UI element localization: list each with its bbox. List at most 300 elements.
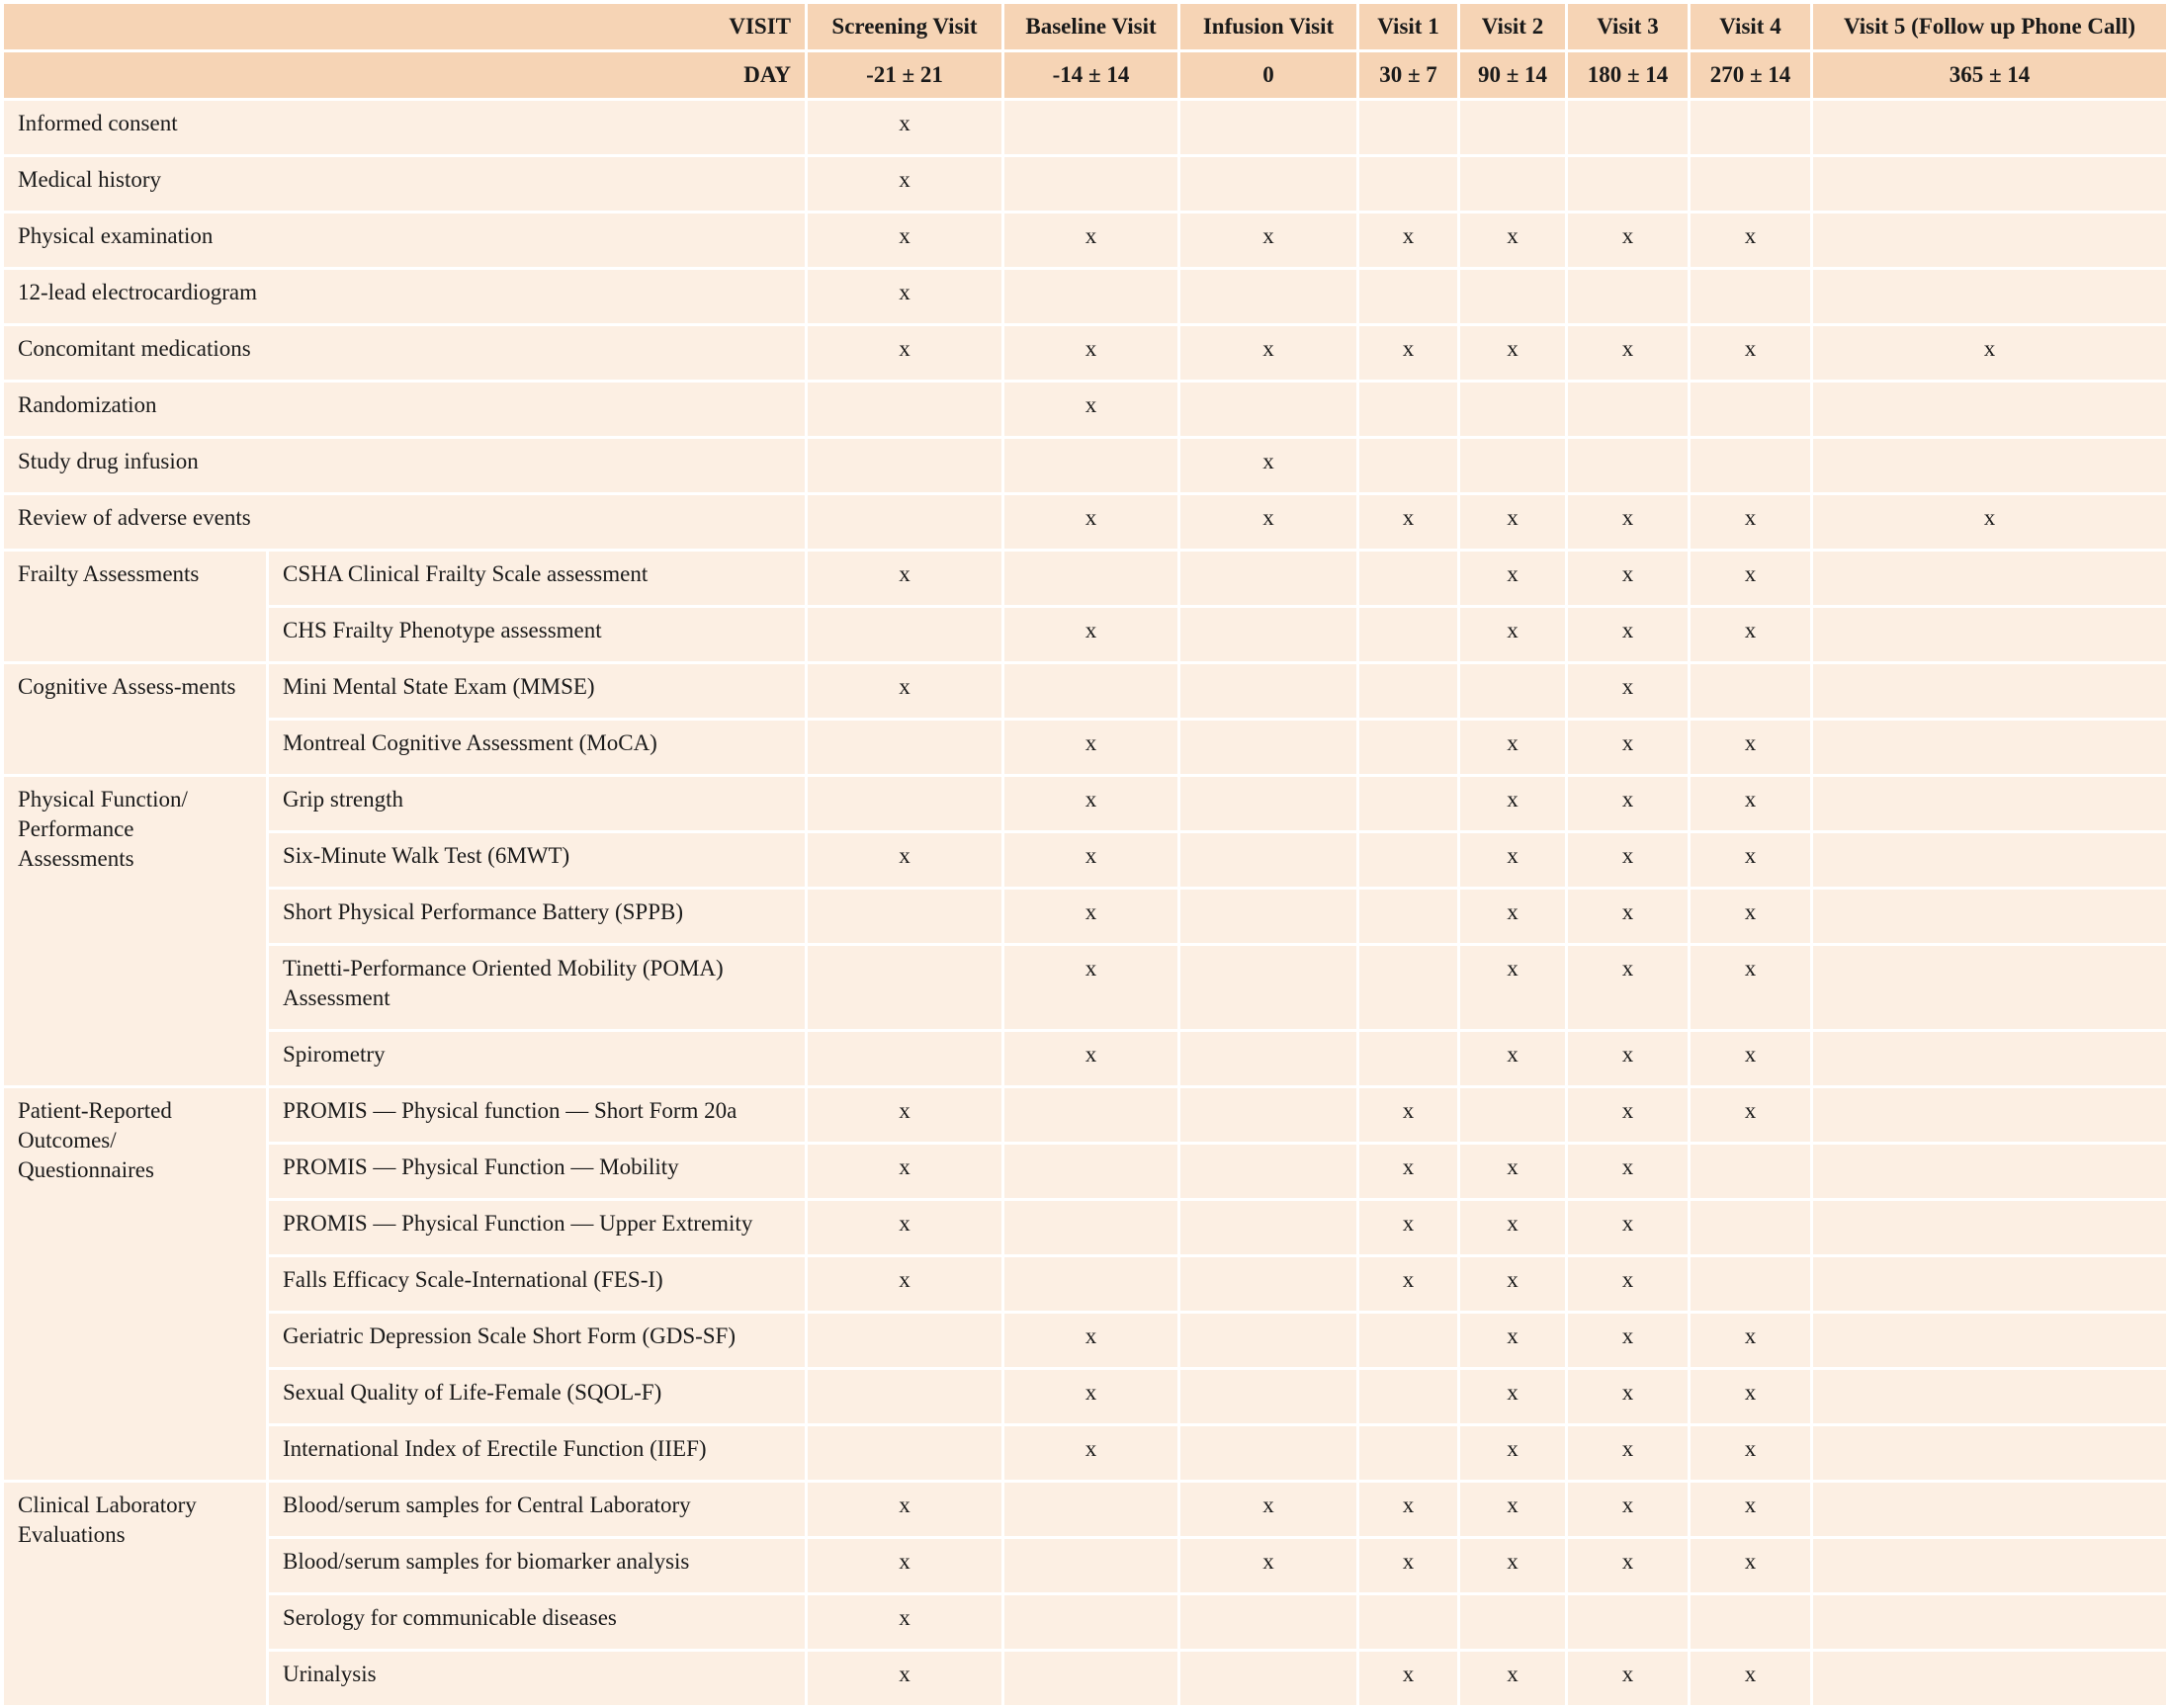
- visit-cell: [1358, 776, 1459, 832]
- visit-cell: [807, 1369, 1003, 1425]
- visit-cell: [1003, 832, 1179, 889]
- visit-cell: [807, 269, 1003, 325]
- assessment-label: Falls Efficacy Scale-International (FES-I): [268, 1256, 807, 1313]
- visit-cell: [1358, 438, 1459, 494]
- visit-cell: [1003, 720, 1179, 776]
- visit-cell: [1459, 1256, 1567, 1313]
- scheduled-mark: x: [1744, 1549, 1757, 1574]
- visit-cell: [1358, 1313, 1459, 1369]
- visit-cell: [1003, 1651, 1179, 1707]
- scheduled-mark: x: [1262, 223, 1274, 248]
- visit-cell: [1358, 100, 1459, 156]
- scheduled-mark: x: [1507, 336, 1518, 361]
- visit-cell: [1459, 1031, 1567, 1087]
- table-row: [3, 1594, 2168, 1651]
- scheduled-mark: x: [1744, 956, 1757, 981]
- visit-cell: [1459, 494, 1567, 551]
- visit-cell: [1179, 213, 1358, 269]
- scheduled-mark: x: [1507, 1154, 1518, 1179]
- visit-cell: [1690, 494, 1812, 551]
- visit-cell: [1358, 1087, 1459, 1144]
- visit-cell: [1358, 1538, 1459, 1594]
- assessment-label: Physical examination: [3, 213, 807, 269]
- visit-cell: [1358, 213, 1459, 269]
- visit-cell: [1567, 1369, 1690, 1425]
- visit-cell: [1690, 1482, 1812, 1538]
- scheduled-mark: x: [1084, 899, 1097, 924]
- category-label: Clinical Laboratory Evaluations: [3, 1482, 268, 1707]
- visit-cell: [1690, 1369, 1812, 1425]
- visit-cell: [1812, 100, 2168, 156]
- day-visit-4: 270 ± 14: [1690, 51, 1812, 100]
- visit-cell: [1459, 1087, 1567, 1144]
- visit-cell: [1567, 1031, 1690, 1087]
- day-baseline: -14 ± 14: [1003, 51, 1179, 100]
- scheduled-mark: x: [1983, 336, 1996, 361]
- visit-cell: [1567, 1144, 1690, 1200]
- visit-cell: [1567, 945, 1690, 1031]
- col-baseline-visit: Baseline Visit: [1003, 3, 1179, 51]
- visit-cell: [1567, 720, 1690, 776]
- visit-cell: [1003, 1482, 1179, 1538]
- visit-cell: [1812, 551, 2168, 607]
- day-header-row: [3, 51, 2168, 100]
- day-visit-5: 365 ± 14: [1812, 51, 2168, 100]
- scheduled-mark: x: [1621, 1549, 1634, 1574]
- visit-cell: [1358, 1144, 1459, 1200]
- scheduled-mark: x: [1744, 618, 1757, 642]
- visit-cell: [807, 382, 1003, 438]
- category-label: Frailty Assessments: [3, 551, 268, 663]
- visit-cell: [1003, 1313, 1179, 1369]
- visit-cell: [1812, 720, 2168, 776]
- visit-cell: [1358, 325, 1459, 382]
- table-row: [3, 438, 2168, 494]
- visit-cell: [1179, 1482, 1358, 1538]
- scheduled-mark: x: [1744, 730, 1757, 755]
- scheduled-mark: x: [1507, 730, 1518, 755]
- visit-cell: [1179, 269, 1358, 325]
- scheduled-mark: x: [1621, 1436, 1634, 1461]
- visit-cell: [1690, 720, 1812, 776]
- scheduled-mark: x: [1621, 956, 1634, 981]
- visit-cell: [807, 1256, 1003, 1313]
- visit-cell: [1690, 945, 1812, 1031]
- visit-cell: [1459, 213, 1567, 269]
- schedule-body: [3, 100, 2168, 1707]
- visit-cell: [1812, 945, 2168, 1031]
- visit-cell: [1179, 1144, 1358, 1200]
- scheduled-mark: x: [1084, 618, 1097, 642]
- visit-cell: [1003, 551, 1179, 607]
- visit-cell: [1812, 1200, 2168, 1256]
- visit-cell: [1003, 1144, 1179, 1200]
- scheduled-mark: x: [1084, 223, 1097, 248]
- assessment-label: Urinalysis: [268, 1651, 807, 1707]
- table-row: [3, 1369, 2168, 1425]
- scheduled-mark: x: [1507, 1267, 1518, 1292]
- visit-cell: [1567, 1200, 1690, 1256]
- assessment-label: Six-Minute Walk Test (6MWT): [268, 832, 807, 889]
- visit-cell: [1459, 100, 1567, 156]
- day-visit-3: 180 ± 14: [1567, 51, 1690, 100]
- scheduled-mark: x: [1621, 1493, 1634, 1517]
- visit-cell: [1358, 1482, 1459, 1538]
- visit-cell: [1179, 720, 1358, 776]
- visit-cell: [1567, 494, 1690, 551]
- visit-cell: [1567, 776, 1690, 832]
- scheduled-mark: x: [1744, 899, 1757, 924]
- visit-cell: [1358, 494, 1459, 551]
- scheduled-mark: x: [1621, 1267, 1634, 1292]
- visit-cell: [1003, 213, 1179, 269]
- table-row: [3, 213, 2168, 269]
- visit-cell: [1690, 1200, 1812, 1256]
- table-row: [3, 720, 2168, 776]
- visit-cell: [1812, 325, 2168, 382]
- visit-cell: [1812, 1256, 2168, 1313]
- assessment-label: Grip strength: [268, 776, 807, 832]
- visit-cell: [1358, 1031, 1459, 1087]
- scheduled-mark: x: [1084, 1324, 1097, 1348]
- visit-cell: [1690, 325, 1812, 382]
- visit-cell: [1179, 1200, 1358, 1256]
- visit-cell: [1003, 1369, 1179, 1425]
- scheduled-mark: x: [899, 1662, 911, 1686]
- visit-cell: [1459, 1425, 1567, 1482]
- category-label: Cognitive Assess-ments: [3, 663, 268, 776]
- table-row: [3, 1425, 2168, 1482]
- visit-cell: [1003, 607, 1179, 663]
- scheduled-mark: x: [1621, 1211, 1634, 1236]
- visit-cell: [1812, 156, 2168, 213]
- visit-cell: [1179, 776, 1358, 832]
- assessment-label: PROMIS — Physical function — Short Form 20a: [268, 1087, 807, 1144]
- assessment-label: Serology for communicable diseases: [268, 1594, 807, 1651]
- visit-cell: [1358, 720, 1459, 776]
- scheduled-mark: x: [899, 1493, 911, 1517]
- visit-cell: [1003, 100, 1179, 156]
- assessment-label: Geriatric Depression Scale Short Form (GDS-SF): [268, 1313, 807, 1369]
- visit-cell: [1567, 156, 1690, 213]
- scheduled-mark: x: [1262, 1493, 1274, 1517]
- visit-cell: [1179, 607, 1358, 663]
- assessment-label: Randomization: [3, 382, 807, 438]
- visit-cell: [1003, 438, 1179, 494]
- scheduled-mark: x: [1507, 505, 1518, 530]
- visit-cell: [1812, 1538, 2168, 1594]
- assessment-label: CSHA Clinical Frailty Scale assessment: [268, 551, 807, 607]
- scheduled-mark: x: [1402, 1267, 1415, 1292]
- scheduled-mark: x: [1621, 1662, 1634, 1686]
- visit-cell: [1179, 382, 1358, 438]
- visit-cell: [1459, 1369, 1567, 1425]
- visit-cell: [1690, 1087, 1812, 1144]
- visit-header-label: VISIT: [3, 3, 807, 51]
- visit-cell: [1690, 776, 1812, 832]
- assessment-label: International Index of Erectile Function (IIEF): [268, 1425, 807, 1482]
- visit-cell: [1812, 494, 2168, 551]
- visit-cell: [1358, 832, 1459, 889]
- visit-cell: [1690, 438, 1812, 494]
- visit-cell: [1459, 720, 1567, 776]
- scheduled-mark: x: [1402, 1549, 1415, 1574]
- visit-cell: [1812, 889, 2168, 945]
- visit-cell: [1459, 269, 1567, 325]
- visit-cell: [807, 1144, 1003, 1200]
- scheduled-mark: x: [1262, 449, 1274, 473]
- scheduled-mark: x: [1744, 1662, 1757, 1686]
- visit-header-row: [3, 3, 2168, 51]
- scheduled-mark: x: [1507, 1493, 1518, 1517]
- visit-cell: [1179, 663, 1358, 720]
- table-row: [3, 1256, 2168, 1313]
- visit-cell: [1358, 269, 1459, 325]
- visit-cell: [1179, 494, 1358, 551]
- visit-cell: [1003, 663, 1179, 720]
- scheduled-mark: x: [1507, 1211, 1518, 1236]
- col-infusion-visit: Infusion Visit: [1179, 3, 1358, 51]
- table-row: [3, 1087, 2168, 1144]
- assessment-label: Short Physical Performance Battery (SPPB): [268, 889, 807, 945]
- visit-cell: [1459, 945, 1567, 1031]
- visit-cell: [1179, 1594, 1358, 1651]
- scheduled-mark: x: [1507, 1662, 1518, 1686]
- visit-cell: [1003, 156, 1179, 213]
- scheduled-mark: x: [1262, 1549, 1274, 1574]
- scheduled-mark: x: [1744, 505, 1757, 530]
- visit-cell: [1459, 1538, 1567, 1594]
- visit-cell: [1358, 1369, 1459, 1425]
- visit-cell: [1179, 945, 1358, 1031]
- visit-cell: [1459, 889, 1567, 945]
- visit-cell: [1690, 832, 1812, 889]
- scheduled-mark: x: [1621, 505, 1634, 530]
- visit-cell: [807, 100, 1003, 156]
- assessment-label: Tinetti-Performance Oriented Mobility (POMA) Assessment: [268, 945, 807, 1031]
- scheduled-mark: x: [1507, 618, 1518, 642]
- scheduled-mark: x: [1983, 505, 1996, 530]
- scheduled-mark: x: [899, 167, 911, 192]
- scheduled-mark: x: [1507, 223, 1518, 248]
- visit-cell: [1567, 832, 1690, 889]
- scheduled-mark: x: [1744, 1042, 1757, 1067]
- scheduled-mark: x: [899, 223, 911, 248]
- visit-cell: [807, 889, 1003, 945]
- assessment-label: Concomitant medications: [3, 325, 807, 382]
- scheduled-mark: x: [1621, 336, 1634, 361]
- visit-cell: [1567, 551, 1690, 607]
- scheduled-mark: x: [1084, 1436, 1097, 1461]
- table-row: [3, 889, 2168, 945]
- scheduled-mark: x: [1507, 899, 1518, 924]
- visit-cell: [1567, 1651, 1690, 1707]
- scheduled-mark: x: [1402, 1098, 1415, 1123]
- visit-cell: [1812, 776, 2168, 832]
- visit-cell: [1812, 269, 2168, 325]
- assessment-label: PROMIS — Physical Function — Mobility: [268, 1144, 807, 1200]
- visit-cell: [1459, 1200, 1567, 1256]
- scheduled-mark: x: [1084, 505, 1097, 530]
- day-visit-2: 90 ± 14: [1459, 51, 1567, 100]
- scheduled-mark: x: [1507, 1436, 1518, 1461]
- visit-cell: [1690, 382, 1812, 438]
- visit-cell: [1459, 832, 1567, 889]
- visit-cell: [1358, 156, 1459, 213]
- visit-cell: [1567, 100, 1690, 156]
- visit-cell: [1179, 1538, 1358, 1594]
- visit-cell: [1690, 1538, 1812, 1594]
- visit-cell: [1459, 1313, 1567, 1369]
- visit-cell: [1358, 382, 1459, 438]
- scheduled-mark: x: [1744, 1324, 1757, 1348]
- table-row: [3, 945, 2168, 1031]
- visit-cell: [807, 663, 1003, 720]
- table-row: [3, 776, 2168, 832]
- visit-cell: [807, 1651, 1003, 1707]
- visit-cell: [1812, 1313, 2168, 1369]
- visit-cell: [807, 1087, 1003, 1144]
- scheduled-mark: x: [1402, 336, 1415, 361]
- scheduled-mark: x: [1084, 336, 1097, 361]
- assessment-label: Blood/serum samples for Central Laboratory: [268, 1482, 807, 1538]
- table-row: [3, 607, 2168, 663]
- col-screening-visit: Screening Visit: [807, 3, 1003, 51]
- table-row: [3, 1651, 2168, 1707]
- scheduled-mark: x: [1402, 1493, 1415, 1517]
- visit-cell: [1003, 1256, 1179, 1313]
- visit-cell: [1690, 663, 1812, 720]
- visit-cell: [1690, 1594, 1812, 1651]
- visit-cell: [1459, 438, 1567, 494]
- visit-cell: [807, 1482, 1003, 1538]
- scheduled-mark: x: [1507, 1549, 1518, 1574]
- assessment-label: Medical history: [3, 156, 807, 213]
- visit-cell: [1567, 1425, 1690, 1482]
- visit-cell: [807, 945, 1003, 1031]
- visit-cell: [1459, 1651, 1567, 1707]
- scheduled-mark: x: [1084, 392, 1097, 417]
- scheduled-mark: x: [1507, 1380, 1518, 1405]
- visit-cell: [1567, 325, 1690, 382]
- scheduled-mark: x: [1744, 1436, 1757, 1461]
- visit-cell: [1358, 663, 1459, 720]
- category-label: Physical Function/ Performance Assessments: [3, 776, 268, 1087]
- scheduled-mark: x: [899, 843, 911, 868]
- visit-cell: [1567, 1594, 1690, 1651]
- visit-cell: [1003, 945, 1179, 1031]
- visit-cell: [1567, 269, 1690, 325]
- scheduled-mark: x: [1262, 505, 1274, 530]
- visit-cell: [1179, 438, 1358, 494]
- scheduled-mark: x: [1744, 1493, 1757, 1517]
- scheduled-mark: x: [1621, 618, 1634, 642]
- scheduled-mark: x: [1507, 787, 1518, 811]
- visit-cell: [1179, 1369, 1358, 1425]
- col-visit-2: Visit 2: [1459, 3, 1567, 51]
- schedule-table: [1, 1, 2169, 1708]
- scheduled-mark: x: [1507, 1324, 1518, 1348]
- visit-cell: [807, 494, 1003, 551]
- col-visit-4: Visit 4: [1690, 3, 1812, 51]
- visit-cell: [1812, 382, 2168, 438]
- scheduled-mark: x: [899, 111, 911, 135]
- visit-cell: [1812, 1087, 2168, 1144]
- visit-cell: [1358, 1594, 1459, 1651]
- scheduled-mark: x: [899, 336, 911, 361]
- table-row: [3, 382, 2168, 438]
- scheduled-mark: x: [1621, 730, 1634, 755]
- visit-cell: [807, 1031, 1003, 1087]
- visit-cell: [1812, 438, 2168, 494]
- visit-cell: [1179, 832, 1358, 889]
- scheduled-mark: x: [1744, 1098, 1757, 1123]
- visit-cell: [1690, 551, 1812, 607]
- table-row: [3, 156, 2168, 213]
- visit-cell: [1003, 1538, 1179, 1594]
- scheduled-mark: x: [1744, 336, 1757, 361]
- col-visit-5: Visit 5 (Follow up Phone Call): [1812, 3, 2168, 51]
- visit-cell: [1003, 382, 1179, 438]
- table-row: [3, 325, 2168, 382]
- table-row: [3, 1144, 2168, 1200]
- visit-cell: [1003, 1200, 1179, 1256]
- visit-cell: [1567, 1313, 1690, 1369]
- visit-cell: [1179, 1031, 1358, 1087]
- scheduled-mark: x: [1507, 843, 1518, 868]
- scheduled-mark: x: [899, 1211, 911, 1236]
- col-visit-3: Visit 3: [1567, 3, 1690, 51]
- visit-cell: [1179, 1256, 1358, 1313]
- visit-cell: [1459, 156, 1567, 213]
- visit-cell: [1459, 776, 1567, 832]
- scheduled-mark: x: [899, 1098, 911, 1123]
- scheduled-mark: x: [1621, 787, 1634, 811]
- visit-cell: [1690, 213, 1812, 269]
- visit-cell: [1812, 1369, 2168, 1425]
- scheduled-mark: x: [1402, 1662, 1415, 1686]
- visit-cell: [1003, 325, 1179, 382]
- table-row: [3, 494, 2168, 551]
- visit-cell: [1179, 551, 1358, 607]
- assessment-label: Mini Mental State Exam (MMSE): [268, 663, 807, 720]
- visit-cell: [807, 720, 1003, 776]
- visit-cell: [1179, 1651, 1358, 1707]
- visit-cell: [1690, 1313, 1812, 1369]
- visit-cell: [1690, 156, 1812, 213]
- visit-cell: [1567, 889, 1690, 945]
- day-header-label: DAY: [3, 51, 807, 100]
- visit-cell: [1567, 1538, 1690, 1594]
- visit-cell: [1812, 607, 2168, 663]
- visit-cell: [1690, 269, 1812, 325]
- scheduled-mark: x: [1621, 561, 1634, 586]
- scheduled-mark: x: [899, 1605, 911, 1630]
- assessment-label: 12-lead electrocardiogram: [3, 269, 807, 325]
- table-row: [3, 1482, 2168, 1538]
- table-row: [3, 551, 2168, 607]
- visit-cell: [1690, 100, 1812, 156]
- scheduled-mark: x: [1621, 674, 1634, 699]
- visit-cell: [807, 1594, 1003, 1651]
- scheduled-mark: x: [1402, 1211, 1415, 1236]
- assessment-label: Blood/serum samples for biomarker analysis: [268, 1538, 807, 1594]
- scheduled-mark: x: [1621, 1380, 1634, 1405]
- assessment-label: Informed consent: [3, 100, 807, 156]
- table-row: [3, 1538, 2168, 1594]
- assessment-label: Sexual Quality of Life-Female (SQOL-F): [268, 1369, 807, 1425]
- category-label: Patient-Reported Outcomes/ Questionnaires: [3, 1087, 268, 1482]
